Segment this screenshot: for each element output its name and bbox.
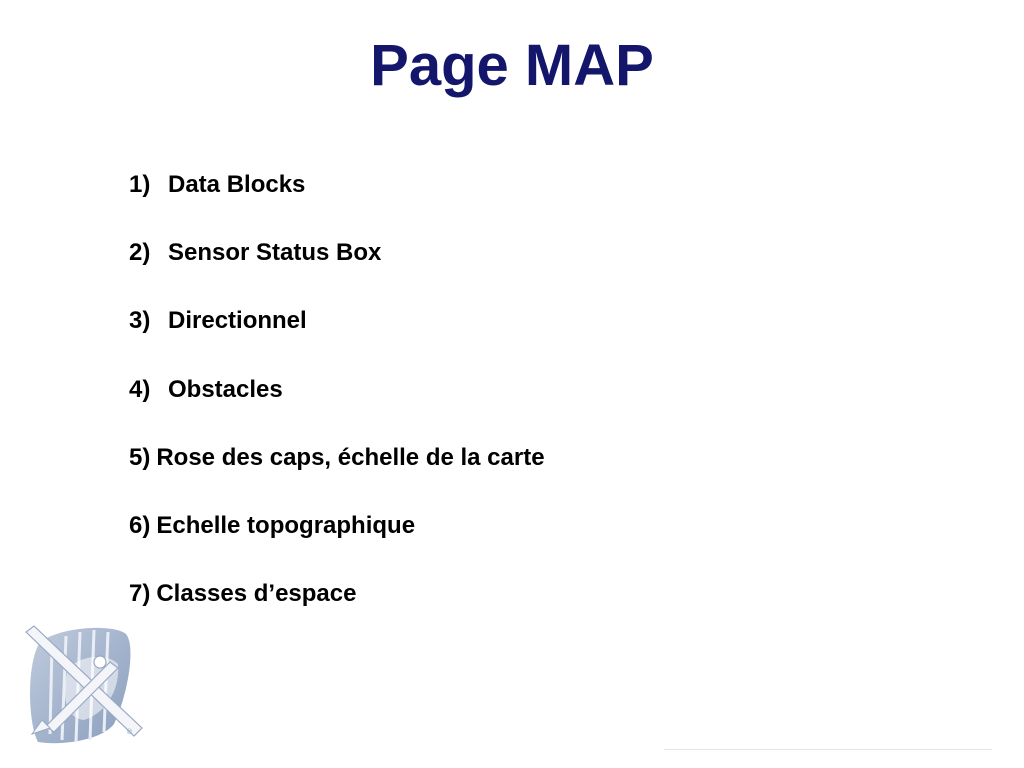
list-item-number: 1) (129, 171, 151, 198)
list-item-text: Data Blocks (168, 171, 306, 198)
slide-title: Page MAP (370, 33, 654, 98)
list-item (129, 306, 545, 336)
list-item-text: Echelle topographique (156, 511, 416, 539)
list-item-number: 6) (129, 511, 151, 539)
list-item-number: 4) (129, 375, 151, 403)
list-item (129, 238, 545, 268)
list-item (129, 375, 545, 405)
list-item-number: 3) (129, 307, 151, 335)
list-item-number: 7) (129, 580, 151, 608)
aircraft-logo-icon (22, 624, 150, 750)
registered-mark: ® (126, 728, 133, 736)
list-item-text: Rose des caps, échelle de la carte (156, 443, 545, 471)
list-item (129, 170, 545, 200)
topic-list (129, 170, 545, 647)
list-item (129, 443, 545, 473)
list-item (129, 511, 545, 541)
list-item-text: Obstacles (168, 375, 283, 403)
list-item-text: Sensor Status Box (168, 239, 382, 267)
list-item-text: Classes d’espace (156, 580, 357, 608)
list-item-number: 2) (129, 239, 151, 267)
footer-divider (664, 749, 992, 750)
list-item-text: Directionnel (168, 307, 307, 335)
list-item-number: 5) (129, 443, 151, 471)
list-item (129, 579, 545, 609)
